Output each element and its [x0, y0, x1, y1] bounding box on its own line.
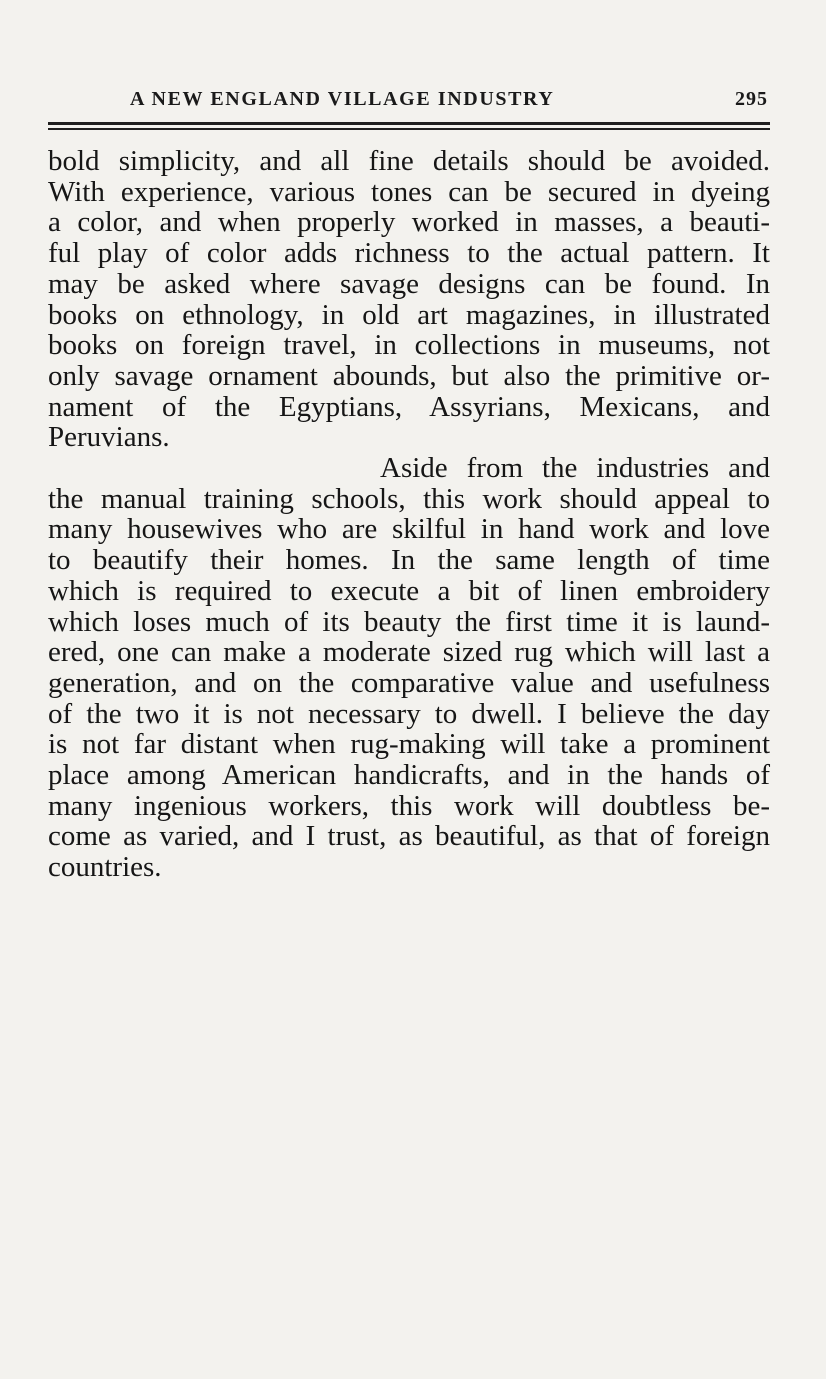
body-text [48, 146, 770, 883]
text-line: books on ethnology, in old art magazines, in illustrated [48, 298, 770, 331]
text-line: is not far distant when rug-making will take a prominent [48, 728, 770, 761]
text-line: Aside from the industries and [380, 452, 770, 485]
text-line: which is required to execute a bit of linen embroidery [48, 574, 770, 607]
text-line: bold simplicity, and all fine details should be avoided. [48, 145, 770, 177]
text-line: a color, and when properly worked in masses, a beauti- [48, 206, 770, 239]
text-line: books on foreign travel, in collections in museums, not [48, 329, 770, 362]
text-line: ful play of color adds richness to the actual pattern. It [48, 237, 770, 270]
header-rule-thick [48, 122, 770, 125]
header-rule-thin [48, 128, 770, 130]
running-title: A NEW ENGLAND VILLAGE INDUSTRY [130, 88, 555, 110]
text-line: nament of the Egyptians, Assyrians, Mexicans, and [48, 390, 770, 423]
text-line: Peruvians. [48, 421, 170, 454]
text-line: may be asked where savage designs can be found. In [48, 267, 770, 300]
text-line: generation, and on the comparative value and usefulness [48, 666, 770, 699]
paragraph-1 [48, 146, 770, 453]
text-line: come as varied, and I trust, as beautiful, as that of foreign [48, 820, 770, 853]
paragraph-2 [48, 453, 770, 883]
page-number: 295 [735, 88, 768, 110]
text-line: many housewives who are skilful in hand work and love [48, 513, 770, 546]
text-line: of the two it is not necessary to dwell. I believe the day [48, 697, 770, 730]
text-line: to beautify their homes. In the same length of time [48, 544, 770, 577]
text-line: only savage ornament abounds, but also the primitive or- [48, 359, 770, 392]
text-line: ered, one can make a moderate sized rug which will last a [48, 636, 770, 669]
running-header [48, 88, 770, 118]
text-line: countries. [48, 851, 162, 884]
text-line: place among American handicrafts, and in the hands of [48, 759, 770, 792]
text-line: many ingenious workers, this work will doubtless be- [48, 789, 770, 822]
text-line: the manual training schools, this work should appeal to [48, 482, 770, 515]
text-line: With experience, various tones can be secured in dyeing [48, 175, 770, 208]
text-line: which loses much of its beauty the first time it is laund- [48, 605, 770, 638]
